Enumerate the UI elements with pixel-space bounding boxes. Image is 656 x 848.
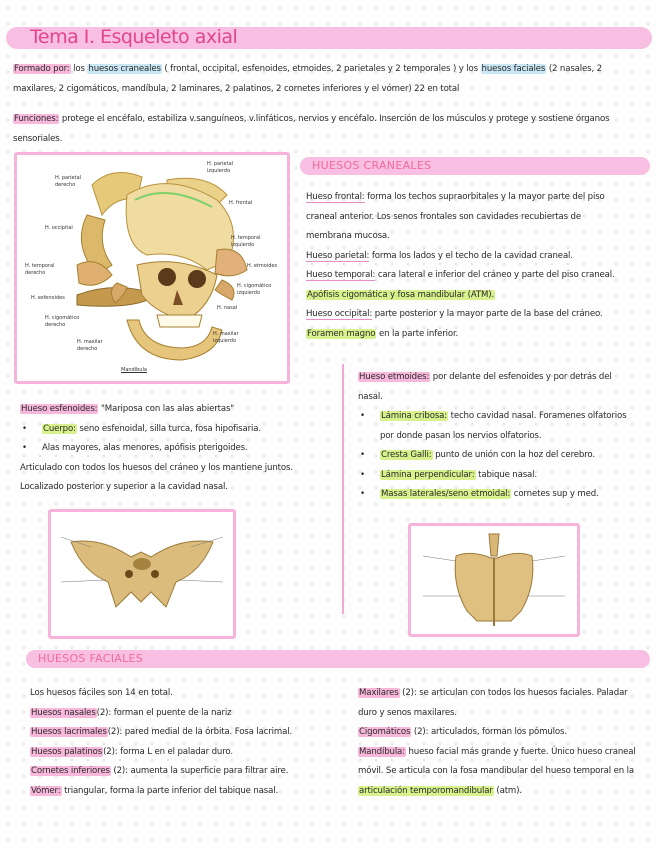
label-cigomatico-izquierdo: H. cigomático izquierdo [237, 283, 272, 296]
etmoides-item: • Masas laterales/seno etmoidal: cornetes sup y med. [358, 485, 638, 505]
label-occipital: H. occipital [45, 225, 73, 231]
esfenoides-end: Articulado con todos los huesos del cráneo y los mantiene juntos. Localizado posterior y superior a la cavidad nasal. [20, 462, 293, 492]
occipital-entry: Hueso occipital: parte posterior y la mayor parte de la base del cráneo. Foramen magno en la parte inferior. [306, 309, 603, 339]
label-esfenoides: H. esfenoides [31, 295, 65, 301]
etmoides-label: Hueso etmoides: [359, 372, 430, 382]
esfenoides-item: • Cuerpo: seno esfenoidal, silla turca, fosa hipofisaria. [20, 420, 320, 440]
etmoides-item: • Cresta Galli: punto de unión con la hoz del cerebro. [358, 446, 638, 466]
craneales-text [306, 188, 628, 344]
label-cigomatico-derecho: H. cigomático derecho [45, 315, 80, 328]
temporal-entry: Hueso temporal: cara lateral e inferior del cráneo y parte del piso craneal. Apófisis cigomática y fosa mandibular (ATM). [306, 270, 615, 300]
frontal-entry: Hueso frontal: forma los techos supraorbitales y la mayor parte del piso craneal anterior. Los senos frontales son cavidades recubiertas de membrana mucosa. [306, 192, 605, 241]
sphenoid-figure [48, 509, 236, 639]
ethmoid-illustration [411, 526, 577, 634]
label-temporal-izquierdo: H. temporal izquierdo [231, 235, 261, 248]
craneales-term: huesos craneales [88, 64, 161, 74]
label-frontal: H. frontal [229, 200, 253, 206]
sphenoid-illustration [51, 512, 233, 636]
faciales-right: Maxilares (2): se articulan con todos los huesos faciales. Paladar duro y senos maxilares. Cigomáticos (2): articulados, forman los pómulos. Mandíbula: hueso facial más grande y fuerte. Único hueso craneal móvil. Se articula con la fosa mandibular del hueso temporal en la articulación temporomandibular (atm). [358, 688, 636, 796]
funciones-paragraph: Funciones: protege el encéfalo, estabiliza v.sanguíneos, v.linfáticos, nervios y encéfalo. Inserción de los músculos y protege y sostiene órganos sensoriales. [13, 114, 610, 144]
intro-paragraph: Formado por: los huesos craneales ( frontal, occipital, esfenoides, etmoides, 2 parietales y 2 temporales ) y los huesos faciales (2 nasales, 2 maxilares, 2 cigomáticos, mandíbula, 2 laminares, 2 palatinos, 2 cornetes inferiores y el vómer) 22 en total [13, 64, 602, 94]
faciales-banner: HUESOS FACIALES [26, 650, 650, 668]
intro-label: Formado por: [14, 64, 70, 74]
page-title: Tema I. Esqueleto axial [30, 26, 238, 48]
etmoides-item: • Lámina cribosa: techo cavidad nasal. Foramenes olfatorios por donde pasan los nervios olfatorios. [358, 407, 638, 446]
etmoides-section: Hueso etmoides: por delante del esfenoides y por detrás del nasal. • Lámina cribosa: techo cavidad nasal. Foramenes olfatorios por donde pasan los nervios olfatorios. • Cresta Galli: punto de unión con la hoz del cerebro. • Lámina perpendicular: tabique nasal. • Masas laterales/seno etmoidal: cornetes sup y med. [358, 368, 638, 505]
label-mandibula: Mandíbula [121, 367, 147, 373]
label-temporal-derecho: H. temporal derecho [25, 263, 55, 276]
esfenoides-label: Hueso esfenoides: [21, 404, 98, 414]
label-nasal: H. nasal [217, 305, 238, 311]
label-maxilar-derecho: H. maxilar derecho [77, 339, 103, 352]
label-etmoides: H. etmoides [247, 263, 278, 269]
label-maxilar-izquierdo: H. maxilar izquierdo [213, 331, 239, 344]
parietal-entry: Hueso parietal: forma los lados y el techo de la cavidad craneal. [306, 250, 573, 261]
esfenoides-section: Hueso esfenoides: "Mariposa con las alas abiertas" • Cuerpo: seno esfenoidal, silla turca, fosa hipofisaria. • Alas mayores, alas menores, apófisis pterigoides. Articulado con todos los huesos del cráneo y los mantiene juntos. Localizado posterior y superior a la cavidad nasal. [20, 400, 320, 498]
esfenoides-item: • Alas mayores, alas menores, apófisis pterigoides. [20, 439, 320, 459]
etmoides-item: • Lámina perpendicular: tabique nasal. [358, 466, 638, 486]
ethmoid-figure [408, 523, 580, 637]
funciones-label: Funciones: [14, 114, 59, 124]
craneales-banner: HUESOS CRANEALES [300, 157, 650, 175]
skull-figure [14, 152, 290, 384]
label-parietal-izquierdo: H. parietal izquierdo [207, 161, 234, 174]
label-parietal-derecho: H. parietal derecho [55, 175, 82, 188]
faciales-left: Los huesos fáciles son 14 en total. Huesos nasales(2): forman el puente de la nariz Huesos lacrimales(2): pared medial de la órbita. Fosa lacrimal. Huesos palatinos(2): forma L en el paladar duro. Cornetes inferiores (2): aumenta la superficie para filtrar aire. Vómer: triangular, forma la parte inferior del tabique nasal. [30, 688, 293, 796]
faciales-term: huesos faciales [481, 64, 546, 74]
column-divider [342, 364, 344, 614]
